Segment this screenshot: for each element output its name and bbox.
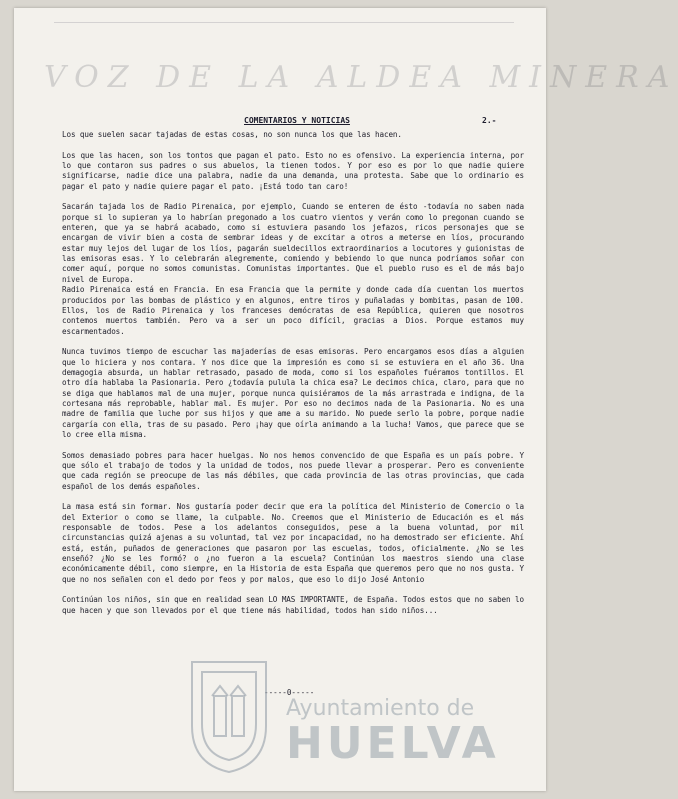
section-title: COMENTARIOS Y NOTICIAS [244, 116, 350, 125]
huelva-seal-watermark [184, 656, 274, 776]
bleed-through-masthead: VOZ DE LA ALDEA MINERA [44, 60, 678, 95]
paragraph: Los que las hacen, son los tontos que pagan el pato. Esto no es ofensivo. La experiencia interna, por lo que contaron sus padres o sus abuelos, la tienen todos. Y por eso es por lo que nadie quiere significarse, nadie dice una palabra, nadie da una demanda, una protesta. Sabe que lo ordinario es pagar el pato y nadie quiere pagar el pato. ¡Está todo tan caro! [62, 150, 524, 191]
paragraph: Radio Pirenaica está en Francia. En esa Francia que la permite y donde cada día cuentan los muertos producidos por las bombas de plástico y en algunos, entre tiros y puñaladas y bombitas, pasan de 100. Ellos, los de Radio Pirenaica y los franceses demócratas de esa República, quieren que nosotros contemos muertos también. Pero va a ser un poco difícil, gracias a Dios. Porque estamos muy escarmentados. [62, 285, 524, 336]
paragraph: Los que suelen sacar tajadas de estas cosas, no son nunca los que las hacen. [62, 130, 402, 139]
ayuntamiento-watermark [286, 696, 506, 767]
document-page [14, 8, 678, 791]
paragraph: Continúan los niños, sin que en realidad sean LO MAS IMPORTANTE, de España. Todos estos que no saben lo que hacen y que son llevados por el que tiene más habilidad, todos han sido niños... [62, 595, 524, 615]
paragraph: La masa está sin formar. Nos gustaría poder decir que era la política del Ministerio de Comercio o la del Exterior o como se llame, la culpable. No. Creemos que el Ministerio de Educación es el más responsable de todos. Pese a los adelantos conseguidos, pese a la buena voluntad, por mil circunstancias quizá ajenas a su voluntad, tal vez por incapacidad, no ha demostrado ser eficiente. Ahí está, están, puñados de generaciones que pasaron por las escuelas, todos, oficialmente. ¿No se les enseñó? ¿No se les formó? o ¿no fueron a la escuela? Continúan los maestros siendo una clase económicamente débil, como siempre, en la Historia de esta España que queremos pero que no nos gusta. Y que no nos señalen con el dedo por feos y por malos, que eso lo dijo José Antonio [62, 502, 524, 584]
article-body [62, 130, 524, 616]
closing-divider: -----0----- [264, 688, 315, 697]
paragraph: Sacarán tajada los de Radio Pirenaica, por ejemplo, Cuando se enteren de ésto -todavía no saben nada porque si lo supieran ya lo habrían pregonado a los cuatro vientos y verán como lo pregonan cuando se enteren, que ya se habrá acabado, como si estuviera pasando los jefazos, ricos personajes que se encargan de vivir bien a costa de sembrar ideas y de excitar a otros a meterse en líos, procurando estar muy lejos del lugar de los líos, pagarán sueldecillos extraordinarios a locutores y guionistas de las emisoras esas. Y lo celebrarán alegremente, comiendo y bebiendo lo que nunca podríamos soñar con comer aquí, porque no somos comunistas. Comunistas importantes. Que el pueblo ruso es el de más bajo nivel de Europa. [62, 202, 524, 284]
bleed-through-rule [54, 8, 514, 23]
paragraph: Somos demasiado pobres para hacer huelgas. No nos hemos convencido de que España es un país pobre. Y que sólo el trabajo de todos y la unidad de todos, nos puede llevar a prosperar. Pero es conveniente que cada región se preocupe de las más débiles, que cada provincia de las otras provincias, que cada español de los demás españoles. [62, 450, 524, 491]
paragraph: Nunca tuvimos tiempo de escuchar las majaderías de esas emisoras. Pero encargamos esos días a alguien que lo hiciera y nos contara. Y nos dice que la impresión es como si se estuviera en el año 36. Una demagogia absurda, un hablar retrasado, pasado de moda, como si los españoles fuéramos tontillos. El otro día hablaba la Pasionaria. Pero ¿todavía pulula la chica esa? Le decimos chica, claro, para que no se diga que hablamos mal de una mujer, porque nunca quisiéramos de la más arrastrada e indigna, de la cortesana más reprobable, hablar mal. Es mujer. Por eso no decimos nada de la Pasionaria. No es una madre de familia que luche por sus hijos y que ame a su marido. No puede serlo la pobre, porque nadie cargaría con ella, tras de su pasado. Pero ¡hay que oírla animando a la lucha! Vamos, que parece que se lo cree ella misma. [62, 347, 524, 439]
page-number: 2.- [482, 116, 497, 125]
watermark-line-2: HUELVA [286, 718, 500, 769]
watermark-line-1: Ayuntamiento de [286, 696, 475, 721]
